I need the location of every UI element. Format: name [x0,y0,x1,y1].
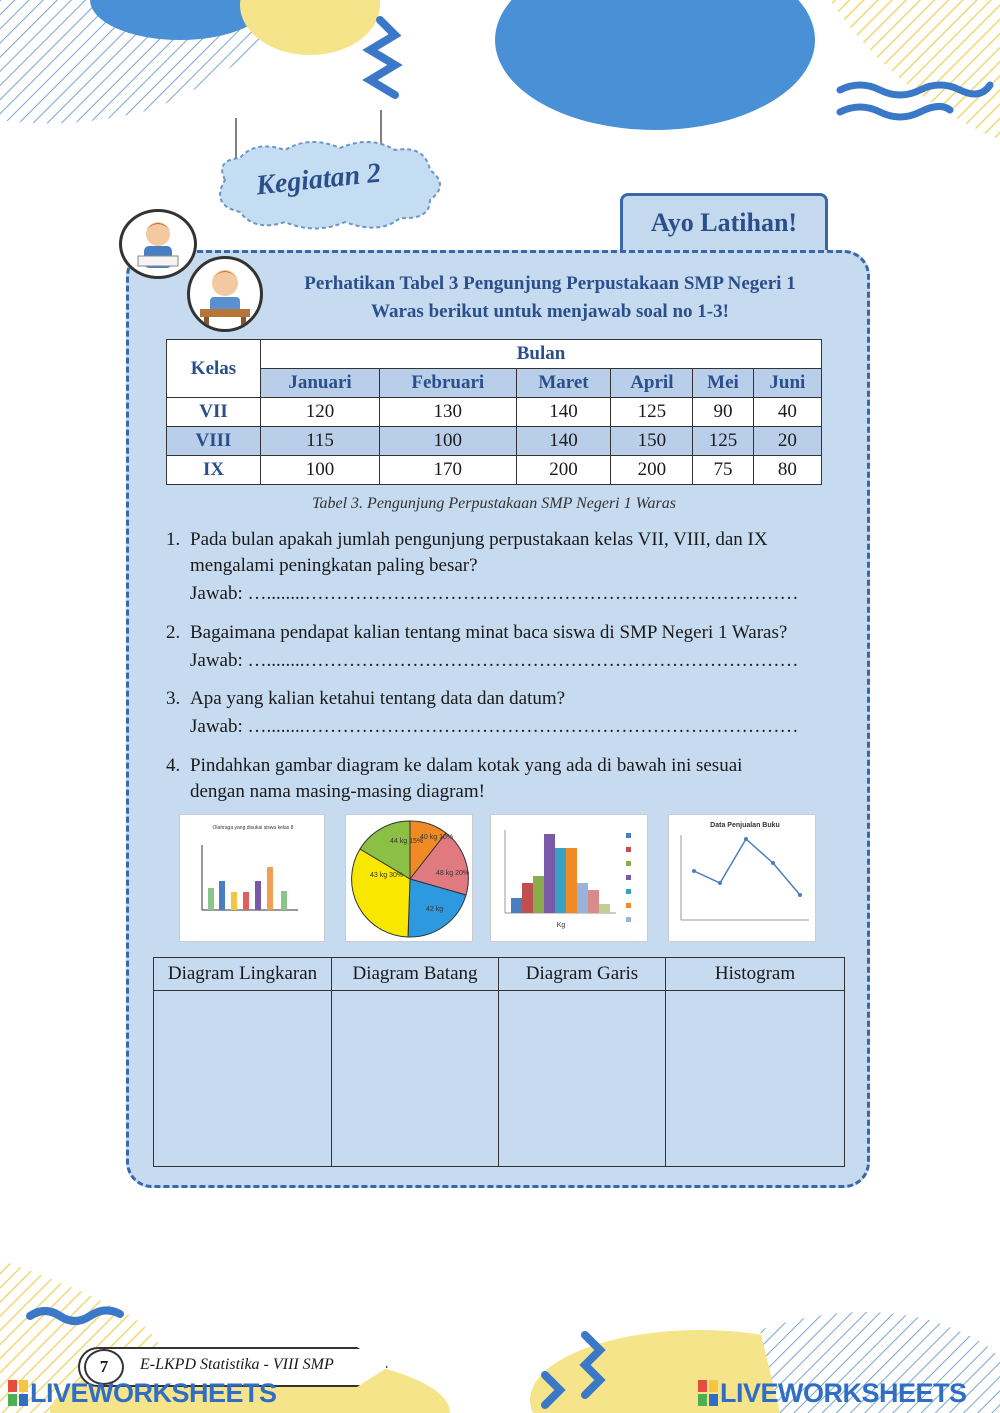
question-number: 1. [166,529,181,550]
brand-text: LIVEWORKSHEETS [720,1378,967,1408]
question-number: 2. [166,622,181,643]
question-text: Bagaimana pendapat kalian tentang minat baca siswa di SMP Negeri 1 Waras? [190,622,788,643]
drop-zone-lingkaran[interactable] [154,991,332,1167]
stripe-shape [830,0,1000,140]
pie-chart-thumbnail[interactable] [345,814,473,942]
kelas-header: Kelas [167,340,261,398]
drop-header: Diagram Lingkaran [154,958,332,991]
histogram-thumbnail[interactable] [490,814,648,942]
table-row [167,398,822,427]
student-reading-icon [122,212,194,276]
liveworksheets-icon [8,1380,28,1406]
histogram-icon [491,815,649,943]
pie-label: 44 kg 15% [390,838,424,845]
bulan-header: Bulan [261,340,822,369]
intro-instruction [270,270,830,326]
drop-header: Diagram Batang [332,958,499,991]
pie-label: 43 kg 30% [370,872,404,879]
drop-zone-batang[interactable] [332,991,499,1167]
answer-line[interactable]: Jawab: …........…………………………………………………………………… [190,650,799,671]
kelas-cell: IX [167,456,261,485]
value-cell: 75 [693,456,753,485]
page-number: 7 [84,1349,124,1385]
value-cell: 140 [516,427,611,456]
months-row [167,369,822,398]
drop-header-row [154,958,845,991]
value-cell: 120 [261,398,380,427]
value-cell: 200 [611,456,693,485]
pie-label: 40 kg 10% [420,834,454,841]
thumb-title: Olahraga yang disukai siswa kelas 8 [212,825,294,831]
answer-line[interactable]: Jawab: …........…………………………………………………………………… [190,583,799,604]
yellow-blob [240,0,380,55]
table-header-row [167,340,822,369]
month-header: Juni [753,369,821,398]
value-cell: 100 [261,456,380,485]
question-text: mengalami peningkatan paling besar? [190,555,478,576]
value-cell: 200 [516,456,611,485]
drop-zone-garis[interactable] [499,991,666,1167]
question-number: 4. [166,755,181,776]
pie-label: 42 kg [426,906,444,913]
table-row [167,427,822,456]
footer-title: E-LKPD Statistika - VIII SMP [140,1356,334,1373]
question-text: Pada bulan apakah jumlah pengunjung perpustakaan kelas VII, VIII, dan IX [190,529,768,550]
question-text: dengan nama masing-masing diagram! [190,781,485,802]
blue-circle [495,0,815,130]
visitors-table [166,339,822,485]
value-cell: 20 [753,427,821,456]
liveworksheets-logo [8,1378,277,1409]
kegiatan-title: Kegiatan 2 [254,157,383,202]
intro-line-1: Perhatikan Tabel 3 Pengunjung Perpustakaan SMP Negeri 1 [304,273,796,294]
month-header: Mei [693,369,753,398]
liveworksheets-icon [698,1380,718,1406]
wave-shape [840,106,950,117]
pie-label: 48 kg 20% [436,870,470,877]
value-cell: 140 [516,398,611,427]
line-chart-thumbnail[interactable] [668,814,816,942]
value-cell: 90 [693,398,753,427]
bar-chart-icon [180,815,326,943]
answer-line[interactable]: Jawab: …........…………………………………………………………………… [190,716,799,737]
question-2 [166,620,836,676]
value-cell: 125 [611,398,693,427]
value-cell: 115 [261,427,380,456]
kelas-cell: VIII [167,427,261,456]
kelas-cell: VII [167,398,261,427]
zigzag-shape [370,20,395,95]
liveworksheets-logo [698,1378,967,1409]
question-4 [166,753,836,805]
brand-text: LIVEWORKSHEETS [30,1378,277,1408]
intro-line-2: Waras berikut untuk menjawab soal no 1-3! [371,301,729,322]
value-cell: 170 [380,456,517,485]
teacher-avatar [187,256,263,332]
value-cell: 80 [753,456,821,485]
month-header: April [611,369,693,398]
table-row [167,456,822,485]
value-cell: 40 [753,398,821,427]
question-3 [166,686,836,742]
drop-row [154,991,845,1167]
value-cell: 100 [380,427,517,456]
drop-header: Histogram [666,958,845,991]
table-caption: Tabel 3. Pengunjung Perpustakaan SMP Negeri 1 Waras [312,495,676,512]
thumb-title: Data Penjualan Buku [710,822,780,829]
value-cell: 150 [611,427,693,456]
month-header: Februari [380,369,517,398]
bar-chart-thumbnail[interactable] [179,814,325,942]
drop-zone-histogram[interactable] [666,991,845,1167]
question-1 [166,527,836,609]
month-header: Maret [516,369,611,398]
hist-xlabel: Kg [556,922,566,929]
question-text: Apa yang kalian ketahui tentang data dan datum? [190,688,566,709]
boy-at-desk-icon [190,259,260,329]
question-text: Pindahkan gambar diagram ke dalam kotak yang ada di bawah ini sesuai [190,755,743,776]
value-cell: 130 [380,398,517,427]
month-header: Januari [261,369,380,398]
question-number: 3. [166,688,181,709]
value-cell: 125 [693,427,753,456]
drop-header: Diagram Garis [499,958,666,991]
student-avatar [119,209,197,279]
pie-chart-icon [346,815,474,943]
diagram-drop-table [153,957,845,1167]
ayo-latihan-tab: Ayo Latihan! [620,193,828,253]
line-chart-icon [669,815,817,943]
